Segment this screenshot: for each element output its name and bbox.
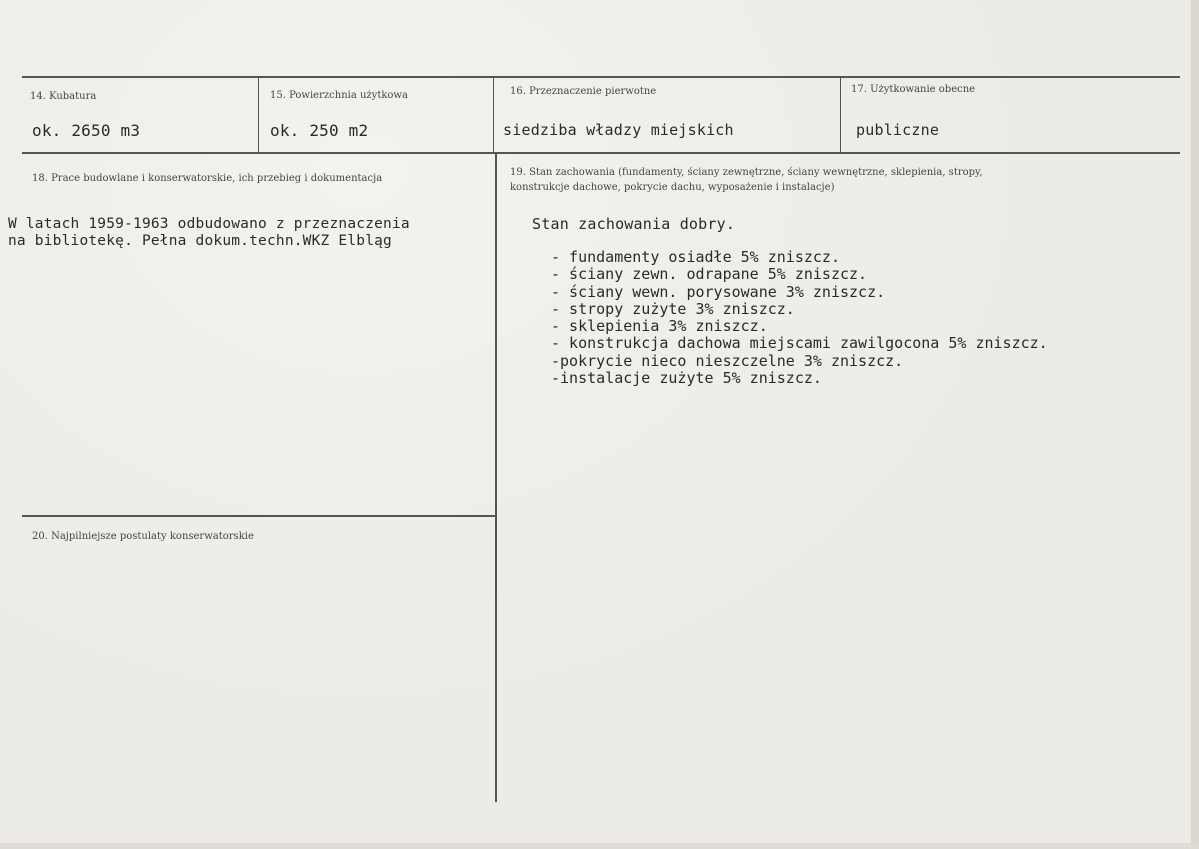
card-edge-bottom — [0, 843, 1199, 849]
uzytkowanie-label: 17. Użytkowanie obecne — [851, 84, 976, 95]
damage-item: -instalacje zużyte 5% zniszcz. — [551, 369, 822, 388]
przeznaczenie-label: 16. Przeznaczenie pierwotne — [510, 86, 657, 97]
kubatura-label: 14. Kubatura — [30, 91, 97, 102]
stan-zachowania-label-1: 19. Stan zachowania (fundamenty, ściany zewnętrzne, ściany wewnętrzne, sklepienia, stropy, — [510, 167, 983, 178]
top-rule — [22, 76, 1180, 78]
przeznaczenie-value: siedziba władzy miejskich — [503, 121, 734, 139]
damage-item: - konstrukcja dachowa miejscami zawilgocona 5% zniszcz. — [551, 334, 1048, 353]
damage-item: - ściany zewn. odrapane 5% zniszcz. — [551, 265, 868, 284]
damage-item: - stropy zużyte 3% zniszcz. — [551, 299, 795, 318]
damage-item: - ściany wewn. porysowane 3% zniszcz. — [551, 282, 886, 301]
damage-item: - sklepienia 3% zniszcz. — [551, 317, 768, 336]
card-edge-right — [1191, 0, 1199, 849]
col2-divider — [493, 78, 494, 154]
damage-item: -pokrycie nieco nieszczelne 3% zniszcz. — [551, 351, 904, 370]
damage-list — [551, 249, 1048, 387]
col1-divider — [258, 78, 259, 154]
postulaty-label: 20. Najpilniejsze postulaty konserwatorskie — [32, 531, 254, 542]
damage-item: - fundamenty osiadłe 5% zniszcz. — [551, 248, 840, 266]
uzytkowanie-value: publiczne — [856, 121, 940, 139]
stan-summary: Stan zachowania dobry. — [532, 215, 736, 233]
section20-rule — [22, 515, 496, 517]
kubatura-value: ok. 2650 m3 — [32, 121, 141, 140]
prace-budowlane-label: 18. Prace budowlane i konserwatorskie, ich przebieg i dokumentacja — [32, 173, 383, 184]
prace-line-1: W latach 1959-1963 odbudowano z przeznaczenia — [8, 216, 410, 232]
col3-divider — [840, 78, 841, 154]
main-vertical-divider — [495, 154, 497, 802]
powierzchnia-label: 15. Powierzchnia użytkowa — [270, 90, 408, 101]
prace-line-2: na bibliotekę. Pełna dokum.techn.WKZ Elbląg — [8, 233, 392, 249]
powierzchnia-value: ok. 250 m2 — [270, 121, 369, 140]
row1-rule — [22, 152, 1180, 154]
stan-zachowania-label-2: konstrukcje dachowe, pokrycie dachu, wyposażenie i instalacje) — [510, 182, 835, 193]
